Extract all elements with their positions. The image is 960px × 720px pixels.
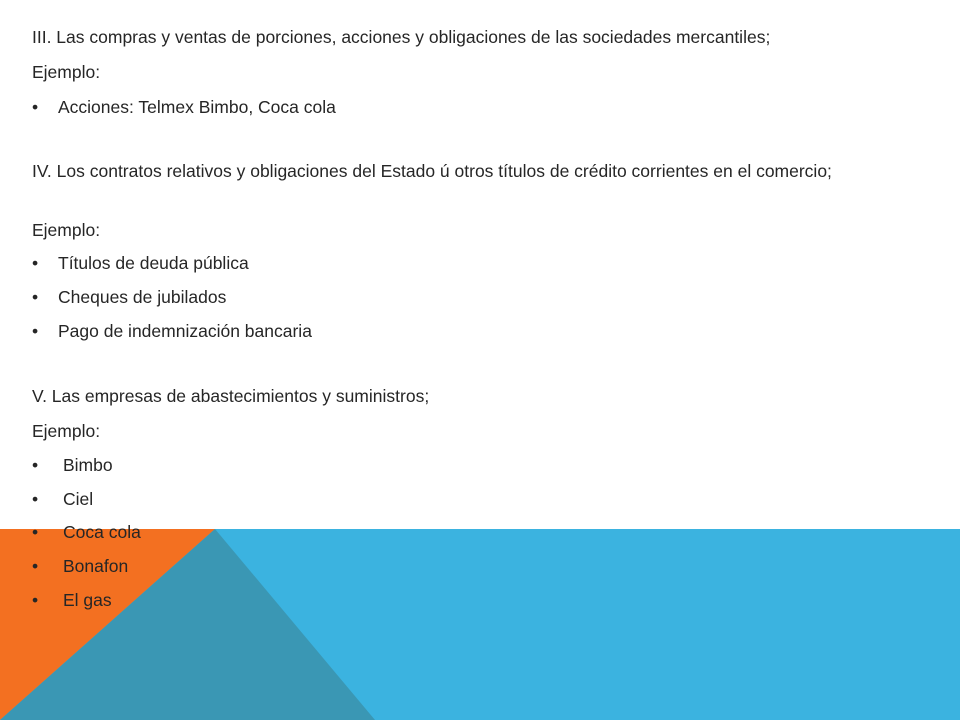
section-4-heading: IV. Los contratos relativos y obligaciones del Estado ú otros títulos de crédito corrientes en el comercio;: [32, 161, 832, 181]
list-item: [32, 253, 249, 274]
list-item: [32, 522, 141, 543]
list-item: [32, 489, 93, 510]
list-item-text: Pago de indemnización bancaria: [58, 321, 312, 341]
list-item-text: Bimbo: [63, 455, 113, 475]
list-item: [32, 321, 312, 342]
list-item: [32, 590, 112, 611]
bullet-icon: •: [32, 287, 39, 307]
section-3-example-label: Ejemplo:: [32, 62, 101, 82]
section-5-example-label: Ejemplo:: [32, 421, 101, 441]
section-3-heading: III. Las compras y ventas de porciones, acciones y obligaciones de las sociedades mercantiles;: [32, 27, 771, 47]
list-item-text: Ciel: [63, 489, 94, 509]
list-item-text: El gas: [63, 590, 112, 610]
bullet-icon: •: [32, 253, 39, 273]
bullet-icon: •: [32, 556, 39, 576]
list-item: [32, 556, 128, 577]
bullet-icon: •: [32, 97, 39, 117]
bullet-icon: •: [32, 522, 39, 542]
list-item-text: Bonafon: [63, 556, 129, 576]
list-item: [32, 455, 113, 476]
section-4-example-label: Ejemplo:: [32, 220, 101, 240]
bullet-icon: •: [32, 321, 39, 341]
bullet-icon: •: [32, 455, 39, 475]
bullet-icon: •: [32, 489, 39, 509]
list-item-text: Acciones: Telmex Bimbo, Coca cola: [58, 97, 336, 117]
bullet-icon: •: [32, 590, 39, 610]
list-item: [32, 287, 226, 308]
list-item-text: Títulos de deuda pública: [58, 253, 249, 273]
list-item-text: Cheques de jubilados: [58, 287, 227, 307]
list-item: [32, 97, 336, 118]
list-item-text: Coca cola: [63, 522, 141, 542]
section-5-heading: V. Las empresas de abastecimientos y suministros;: [32, 386, 430, 406]
